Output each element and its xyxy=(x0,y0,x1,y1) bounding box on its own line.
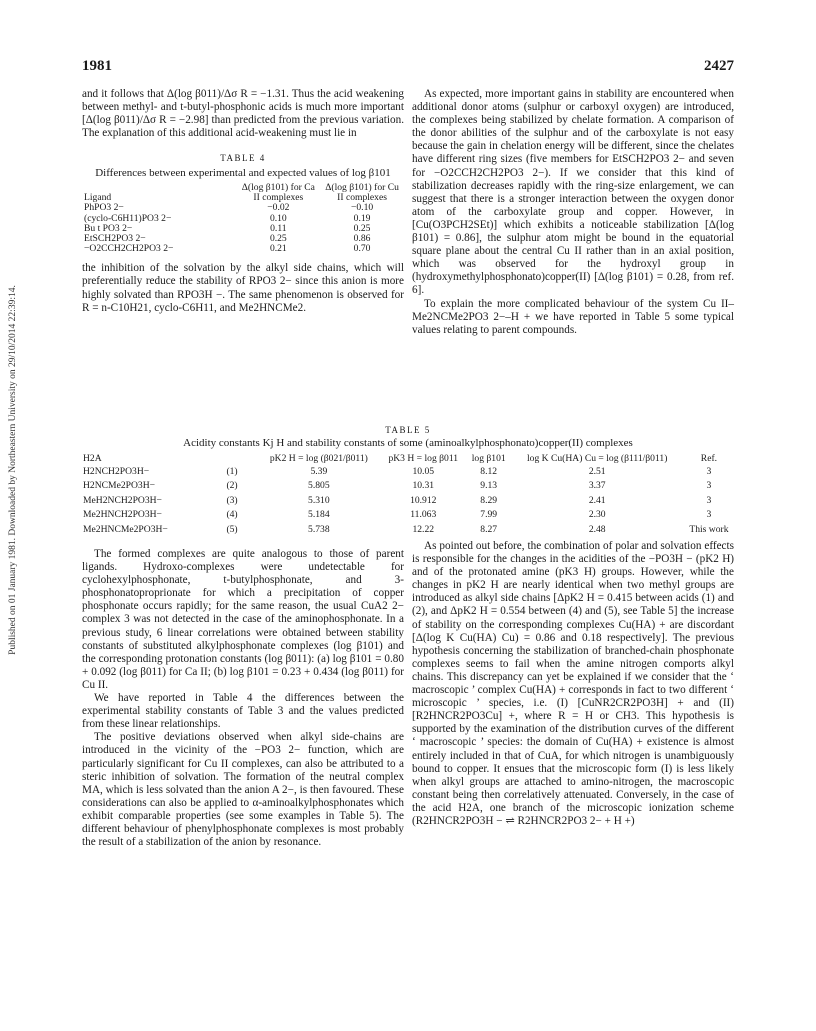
column-header: Ligand xyxy=(84,192,112,204)
table-4-title: Differences between experimental and expected values of log β101 xyxy=(95,167,391,180)
left-column-top xyxy=(82,88,404,315)
download-notice: Published on 01 January 1981. Downloaded by Northeastern University on 29/10/2014 22:39:14. xyxy=(8,285,18,655)
table-row: H2NCH2PO3H− (1) 5.39 10.05 8.12 2.51 3 xyxy=(83,465,712,477)
column-header: log K Cu(HA) Cu = log (β111/β011) xyxy=(527,452,668,464)
paragraph: To explain the more complicated behaviour of the system Cu II–Me2NCMe2PO3 2−–H + we have reported in Table 5 some typical values relating to parent compounds. xyxy=(412,297,734,336)
table-5-title: Acidity constants Kj H and stability constants of some (aminoalkylphosphonato)copper(II) complexes xyxy=(183,437,633,449)
table-4-caption: TABLE 4 xyxy=(220,153,266,164)
paragraph: The positive deviations observed when alkyl side-chains are introduced in the vicinity of the −PO3 2− function, which are particularly significant for Cu II complexes, can also be attributed to a steric inhibition of solvation. The formation of the neutral complex MA, which is less solvated than the anion A 2−, is then favoured. These considerations can also be applied to α-aminoalkylphosphonates which exhibit comparable properties (see some examples in Table 5). The different behaviour of phenylphosphonate complexes is most probably the result of a stabilization of the anion by resonance. xyxy=(82,731,404,849)
paragraph: We have reported in Table 4 the differences between the experimental stability constants of Table 3 and the values predicted from these linear relationships. xyxy=(82,692,404,731)
table-row: EtSCH2PO3 2− 0.25 0.86 xyxy=(84,232,371,244)
table-5-caption: TABLE 5 xyxy=(385,425,431,435)
table-5 xyxy=(82,453,734,538)
paragraph: and it follows that Δ(log β011)/Δσ R = −1.31. Thus the acid weakening between methyl- and t-butyl-phosphonic acids is much more important [Δ(log β011)/Δσ R = −2.98] than predicted from the previous variation. The explanation of this additional acid-weakening must lie in xyxy=(82,88,404,140)
column-header xyxy=(225,453,258,465)
page-number: 2427 xyxy=(704,58,734,74)
column-header: Ref. xyxy=(700,452,718,464)
paragraph: The formed complexes are quite analogous to those of parent ligands. Hydroxo-complexes were undetectable for cyclohexylphosphonate, t-butylphosphonate, and 3-phosphonatoproprionate for which a precipitation of copper phosphonate occurs rapidly; for the same reason, the usual CuA2 2− complex 3 was not detected in the case of the aminophosphonate. In a previous study, 6 linear correlations were obtained between stability constants of substituted alkylphosphonate complexes (log β101) and the corresponding protonation constants (log β011): (a) log β101 = 0.80 + 0.092 (log β011) for Ca II; (b) log β101 = 0.23 + 0.434 (log β011) for Cu II. xyxy=(82,548,404,691)
journal-year: 1981 xyxy=(82,58,112,74)
right-column-top xyxy=(412,88,734,337)
paragraph: As pointed out before, the combination of polar and solvation effects is responsible for the changes in the acidities of the −PO3H − (pK2 H) and of the protonated amine (pK3 H) groups. However, while the changes in pK2 H are nearly identical when two methyl groups are introduced as alkyl side chains [ΔpK2 H = 0.415 between acids (1) and (2), and ΔpK2 H = 0.554 between (4) and (5), see Table 5] the increase of stability on the corresponding complexes Cu(HA) + are discordant [Δ(log K Cu(HA) Cu) = 0.86 and 0.18 respectively]. The previous hypothesis concerning the stabilization of branched-chain phosphonate complexes seems to fail when the amine nitrogen comports alkyl chains. This discrepancy can yet be explained if we consider that the ‘ macroscopic ’ complex Cu(HA) + corresponds in fact to two different ‘ microscopic ’ species, i.e. (I) [CuNR2CR2PO3H] + and (II) [R2HNCR2PO3Cu] +, where R = H or CH3. This hypothesis is supported by the examination of the distribution curves of the different ‘ macroscopic ’ species: the domain of Cu(HA) + existence is almost entirely included in that of CuA, for which nitrogen is unambiguously bound to copper. It ensues that the microscopic form (I) is less likely when alkyl groups are attached to amino-nitrogen, the macroscopic constant being then correlatively attenuated. Conversely, in the case of the acid H2A, one branch of the microscopic ionization scheme (R2HNCR2PO3H − ⇌ R2HNCR2PO3 2− + H +) xyxy=(412,540,734,827)
table-row: −O2CCH2CH2PO3 2− 0.21 0.70 xyxy=(84,243,371,255)
table-row: Me2HNCH2PO3H− (4) 5.184 11.063 7.99 2.30 3 xyxy=(83,509,712,521)
right-column-bottom xyxy=(412,540,734,828)
table-row: MeH2NCH2PO3H− (3) 5.310 10.912 8.29 2.41 3 xyxy=(83,494,712,506)
column-header: pK2 H = log (β021/β011) xyxy=(269,452,368,464)
table-row: (cyclo-C6H11)PO3 2− 0.10 0.19 xyxy=(84,212,371,224)
table-row: Bu t PO3 2− 0.11 0.25 xyxy=(84,222,371,234)
column-header: pK3 H = log β011 xyxy=(388,452,459,464)
column-header: H2A xyxy=(83,452,102,464)
table-5-block xyxy=(82,425,734,537)
table-row: PhPO3 2− −0.02 −0.10 xyxy=(84,202,374,214)
paragraph: As expected, more important gains in stability are encountered when additional donor atoms (sulphur or carboxyl oxygen) are introduced, the complexes being stabilized by chelate formation. A comparison of the donor abilities of the sulphur and of the carboxylate is not easy because the gain in chelation energy will be different, since the chelates have different ring sizes (five members for EtSCH2PO3 2− and seven for −O2CCH2CH2PO3 2−). If we consider that this kind of stabilization decreases rapidly with the ring-size enlargement, we can suggest that there is a stronger interaction between the oxygen donor atom of the carboxylate group and copper. However, in [Cu(O3PCH2SEt)] which exhibits a noticeable stabilization [Δ(log β101) = 0.86], the sulphur atom might be bound in the equatorial square plane about the central Cu II rather than in an axial position, which was observed for the hydroxyl group in (hydroxymethylphosphonato)copper(II) [Δ(log β101) = 0.28, from ref. 6]. xyxy=(412,88,734,297)
left-column-bottom xyxy=(82,548,404,849)
column-header: log β101 xyxy=(471,452,506,464)
column-header: Δ(log β101) for Cu II complexes xyxy=(325,181,399,204)
table-row: Me2HNCMe2PO3H− (5) 5.738 12.22 8.27 2.48 This work xyxy=(83,523,729,535)
column-header: Δ(log β101) for Ca II complexes xyxy=(241,181,315,204)
paragraph: the inhibition of the solvation by the alkyl side chains, which will preferentially reduce the stability of RPO3 2− since this anion is more highly solvated than RPO3H −. The same phenomenon is observed for R = n-C10H21, cyclo-C6H11, and Me2HNCMe2. xyxy=(82,262,404,314)
table-4 xyxy=(82,183,404,254)
table-row: H2NCMe2PO3H− (2) 5.805 10.31 9.13 3.37 3 xyxy=(83,480,712,492)
